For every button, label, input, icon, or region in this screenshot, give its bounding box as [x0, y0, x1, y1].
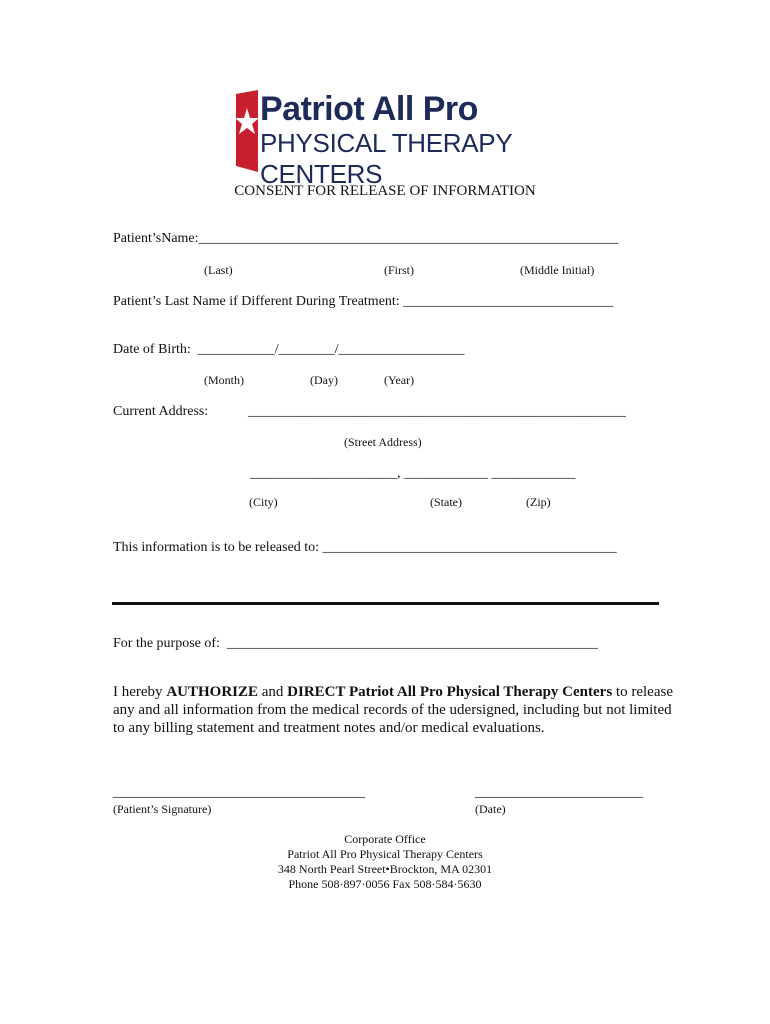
- month-label: (Month): [204, 373, 244, 387]
- signature-label: (Patient’s Signature): [113, 802, 212, 816]
- signature-line[interactable]: ____________________________________: [113, 785, 365, 800]
- purpose-field[interactable]: For the purpose of: _____________________________________________________: [113, 636, 598, 651]
- footer-phone: Phone 508·897·0056 Fax 508·584·5630: [288, 877, 482, 891]
- different-last-name-field[interactable]: Patient’s Last Name if Different During Treatment: ______________________________: [113, 294, 614, 309]
- current-address-label: Current Address:: [113, 404, 209, 419]
- footer-office: Corporate Office: [344, 832, 426, 846]
- middle-initial-label: (Middle Initial): [520, 263, 595, 277]
- street-address-field[interactable]: ______________________________________________________: [248, 404, 626, 419]
- logo-tagline: PHYSICAL THERAPY CENTERS: [260, 128, 512, 189]
- street-address-label: (Street Address): [344, 435, 422, 449]
- company-logo: [232, 90, 550, 189]
- day-label: (Day): [310, 373, 338, 387]
- authorize-keyword: AUTHORIZE: [166, 684, 258, 700]
- date-of-birth-field[interactable]: Date of Birth: ___________/________/__________________: [113, 342, 465, 357]
- divider-rule: [112, 602, 659, 605]
- last-name-label: (Last): [204, 263, 233, 277]
- direct-keyword: DIRECT Patriot All Pro Physical Therapy Centers: [287, 684, 613, 700]
- footer-company: Patriot All Pro Physical Therapy Centers: [287, 847, 483, 861]
- zip-label: (Zip): [526, 495, 551, 509]
- city-state-zip-field[interactable]: _____________________, ____________ ____________: [250, 466, 576, 481]
- city-label: (City): [249, 495, 278, 509]
- date-line[interactable]: ________________________: [475, 785, 643, 800]
- state-label: (State): [430, 495, 462, 509]
- year-label: (Year): [384, 373, 415, 387]
- authorization-paragraph: I hereby AUTHORIZE and DIRECT Patriot All Pro Physical Therapy Centers to release any and all information from the medical records of the udersigned, including but not limited to any billing statement and treatment notes and/or medical evaluations.: [113, 684, 673, 736]
- patient-name-field[interactable]: Patient’sName:____________________________________________________________: [113, 231, 619, 246]
- released-to-field[interactable]: This information is to be released to: __________________________________________: [113, 540, 617, 555]
- first-name-label: (First): [384, 263, 414, 277]
- logo-brand-name: Patriot All Pro: [260, 90, 478, 128]
- date-label: (Date): [475, 802, 506, 816]
- footer-address: 348 North Pearl Street•Brockton, MA 02301: [277, 862, 493, 876]
- star-flag-icon: [232, 90, 262, 172]
- form-title: CONSENT FOR RELEASE OF INFORMATION: [234, 183, 536, 199]
